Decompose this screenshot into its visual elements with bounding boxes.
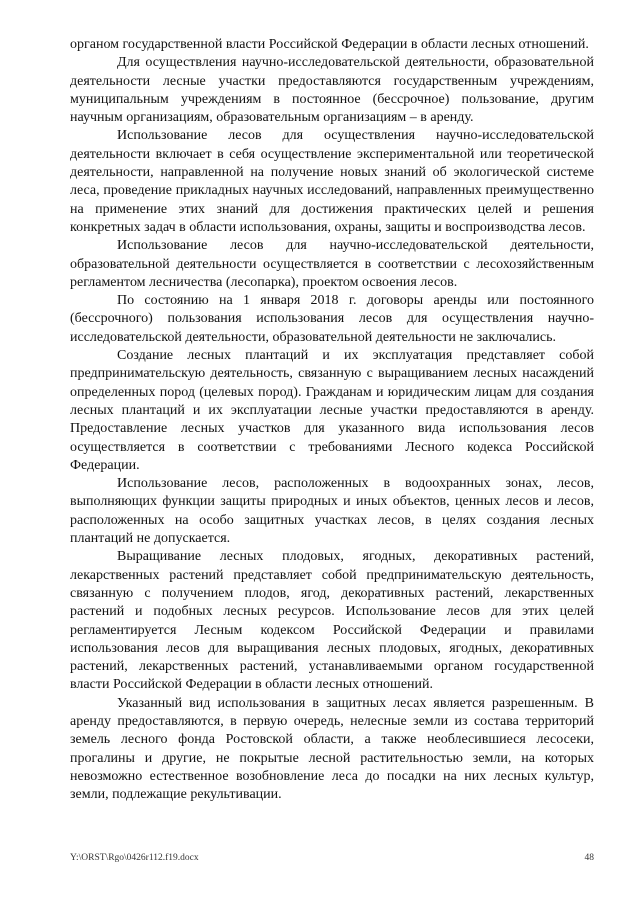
paragraph-research-regulation: Использование лесов для научно-исследовательской деятельности, образовательной деятельности осуществляется в соответствии с лесохозяйственным регламентом лесничества (лесопарка), проектом освоения лесов. bbox=[70, 238, 594, 290]
paragraph-continuation: органом государственной власти Российской Федерации в области лесных отношений. bbox=[70, 37, 589, 52]
paragraph-research-plots: Для осуществления научно-исследовательской деятельности, образовательной деятельности лесные участки предоставляются государственным учреждениям, муниципальным учреждениям в постоянное (бессрочное) пользование, другим научным организациям, образовательным организациям – в аренду. bbox=[70, 55, 594, 126]
paragraph-forest-plantations: Создание лесных плантаций и их эксплуатация представляет собой предпринимательскую деятельность, связанную с выращиванием лесных насаждений определенных пород (целевых пород). Гражданам и юридическим лицам для создания лесных плантаций и их эксплуатации лесные участки предоставляются в аренду. Предоставление лесных участков для указанного вида использования лесов осуществляется в соответствии с требованиями Лесного кодекса Российской Федерации. bbox=[70, 348, 594, 473]
footer-file-path: Y:\ORST\Rgo\0426r112.f19.docx bbox=[70, 853, 199, 863]
paragraph-contracts-status: По состоянию на 1 января 2018 г. договоры аренды или постоянного (бессрочного) пользования использования лесов для осуществления научно-исследовательской деятельности, образовательной деятельности не заключались. bbox=[70, 293, 594, 345]
footer-page-number: 48 bbox=[584, 853, 594, 863]
paragraph-plant-cultivation: Выращивание лесных плодовых, ягодных, декоративных растений, лекарственных растений представляет собой предпринимательскую деятельность, связанную с получением плодов, ягод, декоративных растений, лекарственных растений и подобных лесных ресурсов. Использование лесов для этих целей регламентируется Лесным кодексом Российской Федерации и правилами использования лесов для выращивания лесных плодовых, ягодных, декоративных растений, лекарственных растений, устанавливаемыми органом государственной власти Российской Федерации в области лесных отношений. bbox=[70, 549, 594, 693]
paragraph-protective-forests: Указанный вид использования в защитных лесах является разрешенным. В аренду предоставляются, в первую очередь, нелесные земли из состава территорий земель лесного фонда Ростовской области, а также необлесившиеся лесосеки, прогалины и другие, не покрытые лесной растительностью земли, на которых невозможно естественное возобновление леса до посадки на них лесных культур, земли, подлежащие рекультивации. bbox=[70, 695, 594, 803]
document-body bbox=[70, 36, 594, 804]
paragraph-research-definition: Использование лесов для осуществления научно-исследовательской деятельности включает в себя осуществление экспериментальной или теоретической деятельности, направленной на получение новых знаний об экологической системе леса, проведение прикладных научных исследований, направленных преимущественно на применение этих знаний для достижения практических целей и решения конкретных задач в области использования, охраны, защиты и воспроизводства лесов. bbox=[70, 128, 594, 235]
paragraph-plantation-restrictions: Использование лесов, расположенных в водоохранных зонах, лесов, выполняющих функции защиты природных и иных объектов, ценных лесов и лесов, расположенных на особо защитных участках лесов, в целях создания лесных плантаций не допускается. bbox=[70, 476, 594, 547]
